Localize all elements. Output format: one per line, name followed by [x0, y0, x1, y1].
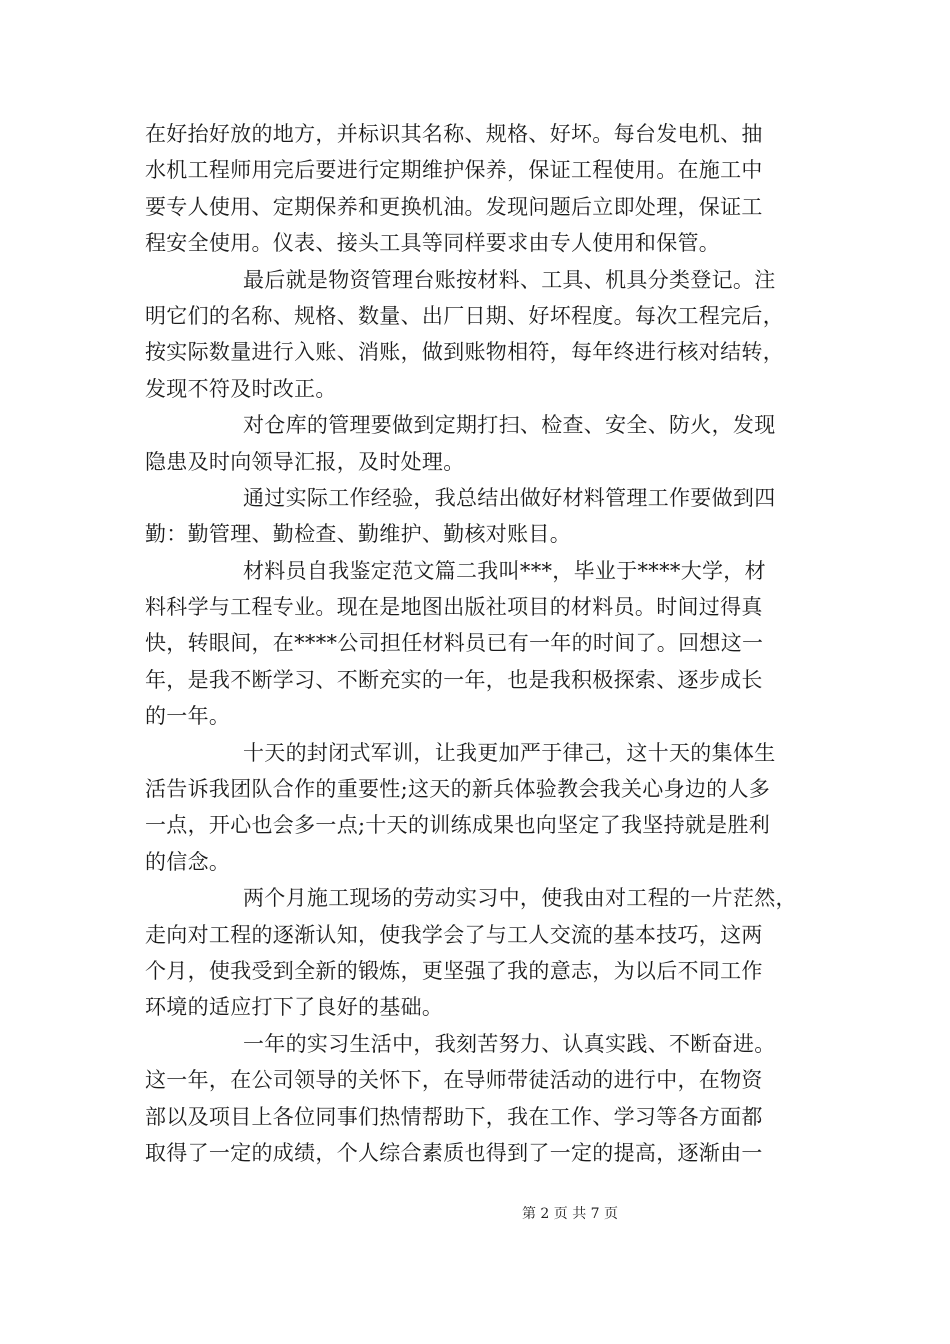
text-line: 年，是我不断学习、不断充实的一年，也是我积极探索、逐步成长 — [145, 667, 763, 692]
page-number-footer: 第 2 页 共 7 页 — [521, 1206, 619, 1222]
text-line: 按实际数量进行入账、消账，做到账物相符，每年终进行核对结转， — [145, 340, 784, 365]
text-line: 在好抬好放的地方，并标识其名称、规格、好坏。每台发电机、抽 — [145, 122, 763, 146]
text-line: 一年的实习生活中，我刻苦努力、认真实践、不断奋进。 — [243, 1031, 776, 1056]
text-line: 这一年，在公司领导的关怀下，在导师带徒活动的进行中，在物资 — [145, 1068, 763, 1093]
text-line: 明它们的名称、规格、数量、出厂日期、好坏程度。每次工程完后， — [145, 303, 784, 328]
text-line: 取得了一定的成绩，个人综合素质也得到了一定的提高，逐渐由一 — [145, 1140, 763, 1165]
text-line: 个月，使我受到全新的锻炼，更坚强了我的意志，为以后不同工作 — [145, 958, 763, 983]
text-line: 两个月施工现场的劳动实习中，使我由对工程的一片茫然， — [243, 886, 797, 911]
document-body — [145, 116, 809, 1171]
text-line: 水机工程师用完后要进行定期维护保养，保证工程使用。在施工中 — [145, 158, 763, 183]
text-line: 最后就是物资管理台账按材料、工具、机具分类登记。注 — [243, 267, 776, 292]
text-line: 发现不符及时改正。 — [145, 376, 337, 401]
text-line: 的一年。 — [145, 704, 231, 729]
text-line: 部以及项目上各位同事们热情帮助下，我在工作、学习等各方面都 — [145, 1104, 763, 1129]
text-line: 的信念。 — [145, 849, 231, 874]
text-line: 十天的封闭式军训，让我更加严于律己，这十天的集体生 — [243, 740, 776, 765]
text-line: 隐患及时向领导汇报，及时处理。 — [145, 449, 465, 474]
text-line: 一点，开心也会多一点;十天的训练成果也向坚定了我坚持就是胜利 — [145, 813, 771, 838]
text-line: 活告诉我团队合作的重要性;这天的新兵体验教会我关心身边的人多 — [145, 777, 771, 802]
text-line: 要专人使用、定期保养和更换机油。发现问题后立即处理，保证工 — [145, 194, 763, 219]
text-line: 快，转眼间，在****公司担任材料员已有一年的时间了。回想这一 — [145, 631, 764, 656]
text-line: 环境的适应打下了良好的基础。 — [145, 995, 444, 1020]
text-line: 料科学与工程专业。现在是地图出版社项目的材料员。时间过得真 — [145, 595, 763, 620]
text-line: 走向对工程的逐渐认知，使我学会了与工人交流的基本技巧，这两 — [145, 922, 763, 947]
text-line: 通过实际工作经验，我总结出做好材料管理工作要做到四 — [243, 485, 776, 510]
text-line: 材料员自我鉴定范文篇二我叫***，毕业于****大学，材 — [243, 558, 766, 583]
text-line: 对仓库的管理要做到定期打扫、检查、安全、防火，发现 — [243, 413, 776, 438]
text-line: 勤：勤管理、勤检查、勤维护、勤核对账目。 — [145, 522, 571, 547]
text-line: 程安全使用。仪表、接头工具等同样要求由专人使用和保管。 — [145, 231, 721, 256]
